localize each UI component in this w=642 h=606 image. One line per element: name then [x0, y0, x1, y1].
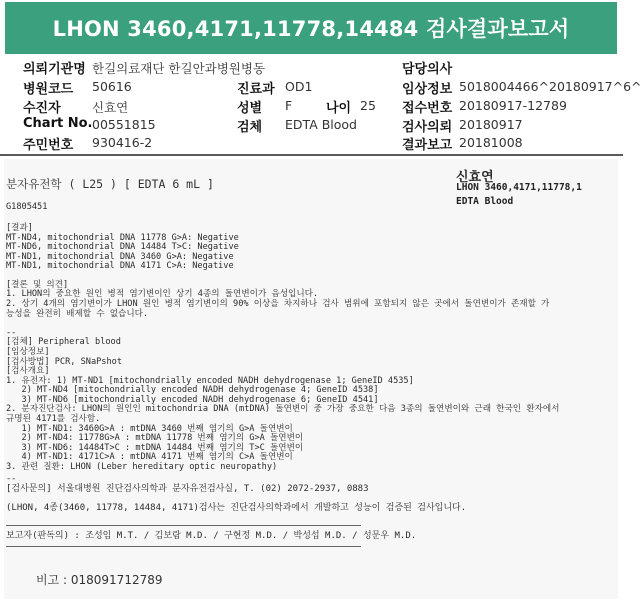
result-heading: [결과] — [6, 223, 33, 233]
stamp-test: LHON 3460,4171,11778,1 — [456, 182, 582, 193]
separator: -- — [6, 474, 17, 484]
method-line: 2) MT-ND4: 11778G>A : mtDNA 11778 번째 염기의 G>A 돌연변이 — [6, 433, 304, 443]
section-title: 분자유전학 ( L25 ) [ EDTA 6 mL ] — [6, 177, 214, 191]
value-hospital-code: 50616 — [92, 79, 132, 94]
value-age: 25 — [360, 98, 376, 113]
disclaimer-line: (LHON, 4종(3460, 11778, 14484, 4171)검사는 진단검사의학과에서 개발하고 성능이 검증된 검사입니다. — [6, 503, 467, 513]
method-line: [검사개요] — [6, 366, 50, 376]
result-line: MT-ND1, mitochondrial DNA 3460 G>A: Negative — [6, 252, 234, 262]
method-line: 1. 유전자: 1) MT-ND1 [mitochondrially encoded NADH dehydrogenase 1; GeneID 4535] — [6, 376, 414, 386]
opinion-line: 1. LHON의 중요한 원인 병적 염기변이인 상기 4종의 돌연변이가 음성입니다. — [6, 289, 319, 299]
opinion-line: 능성을 완전히 배제할 수 없습니다. — [6, 309, 149, 319]
label-physician: 담당의사 — [402, 62, 453, 77]
label-hospital-code: 병원코드 — [23, 82, 74, 97]
method-line: 2. 분자진단검사: LHON의 원인인 mitochondria DNA (mtDNA) 돌연변이 중 가장 중요한 다음 3종의 돌연변이와 근래 한국인 환자에서 — [6, 404, 560, 414]
bigo-note — [36, 571, 163, 588]
value-specimen: EDTA Blood — [285, 117, 357, 132]
label-resident-no: 주민번호 — [23, 138, 74, 153]
value-chart-no: 00551815 — [92, 117, 156, 132]
method-line: 3) MT-ND6 [mitochondrially encoded NADH dehydrogenase 6; GeneID 4541] — [6, 395, 379, 405]
reporters-line: 보고자(판독의) : 조성임 M.T. / 김보람 M.D. / 구현정 M.D. / 박성섭 M.D. / 성문우 M.D. — [6, 531, 417, 541]
reporter-rule-top — [6, 525, 361, 526]
value-resident-no: 930416-2 — [92, 135, 153, 150]
separator: -- — [6, 328, 17, 338]
result-line: MT-ND4, mitochondrial DNA 11778 G>A: Negative — [6, 233, 239, 243]
value-request-date: 20180917 — [459, 117, 523, 132]
method-line: [임상정보] — [6, 347, 50, 357]
method-line: 4) MT-ND1: 4171C>A : mtDNA 4171 번째 염기의 C>A 돌연변이 — [6, 452, 293, 462]
method-line: 2) MT-ND4 [mitochondrially encoded NADH dehydrogenase 4; GeneID 4538] — [6, 385, 379, 395]
label-requesting-org: 의뢰기관명 — [23, 62, 86, 77]
method-line: 1) MT-ND1: 3460G>A : mtDNA 3460 번째 염기의 G>A 돌연변이 — [6, 424, 293, 434]
label-request-date: 검사의뢰 — [402, 120, 453, 135]
label-chart-no: Chart No. — [23, 116, 93, 131]
header-divider — [0, 154, 623, 156]
label-sex: 성별 — [237, 101, 263, 116]
label-clinical-info: 임상정보 — [402, 82, 453, 97]
label-specimen: 검체 — [237, 120, 263, 135]
value-requesting-org: 한길의료재단 한길안과병원병동 — [92, 61, 266, 76]
inquiry-line: [검사문의] 서울대병원 진단검사의학과 분자유전검사실, T. (02) 2072-2937, 0883 — [6, 484, 369, 494]
barcode-id: G1805451 — [6, 202, 48, 212]
reporter-rule-bottom — [6, 546, 361, 547]
value-patient: 신효연 — [92, 100, 129, 115]
result-line: MT-ND6, mitochondrial DNA 14484 T>C: Negative — [6, 242, 239, 252]
report-title: LHON 3460,4171,11778,14484 검사결과보고서 — [5, 2, 617, 54]
label-department: 진료과 — [237, 82, 275, 97]
value-department: OD1 — [285, 79, 313, 94]
method-line: 규명된 4171를 검사함. — [6, 414, 101, 424]
value-receipt-no: 20180917-12789 — [459, 98, 567, 113]
stamp-specimen: EDTA Blood — [456, 196, 514, 207]
label-receipt-no: 접수번호 — [402, 101, 453, 116]
value-clinical-info: 5018004466^20180917^6^ — [459, 79, 642, 94]
result-line: MT-ND1, mitochondrial DNA 4171 C>A: Negative — [6, 261, 234, 271]
bigo-label: 비고 : — [36, 573, 68, 587]
method-line: 3. 관련 질환: LHON (Leber hereditary optic neuropathy) — [6, 462, 278, 472]
method-line: [검사방법] PCR, SNaPshot — [6, 357, 122, 367]
method-line: [검체] Peripheral blood — [6, 337, 121, 347]
label-age: 나이 — [326, 101, 352, 116]
bigo-value: 018091712789 — [70, 573, 163, 587]
opinion-heading: [결론 및 의견] — [6, 280, 69, 290]
opinion-line: 2. 상기 4개의 염기변이가 LHON 원인 병적 염기변이의 90% 이상을 차지하나 검사 범위에 포함되지 않은 곳에서 돌연변이가 존재할 가 — [6, 299, 550, 309]
method-line: 3) MT-ND6: 14484T>C : mtDNA 14484 번째 염기의 T>C 돌연변이 — [6, 443, 304, 453]
label-patient: 수진자 — [23, 101, 61, 116]
stamp-name: 신효연 — [456, 170, 494, 185]
label-report-date: 결과보고 — [402, 138, 453, 153]
value-report-date: 20181008 — [459, 135, 523, 150]
value-sex: F — [285, 98, 293, 113]
